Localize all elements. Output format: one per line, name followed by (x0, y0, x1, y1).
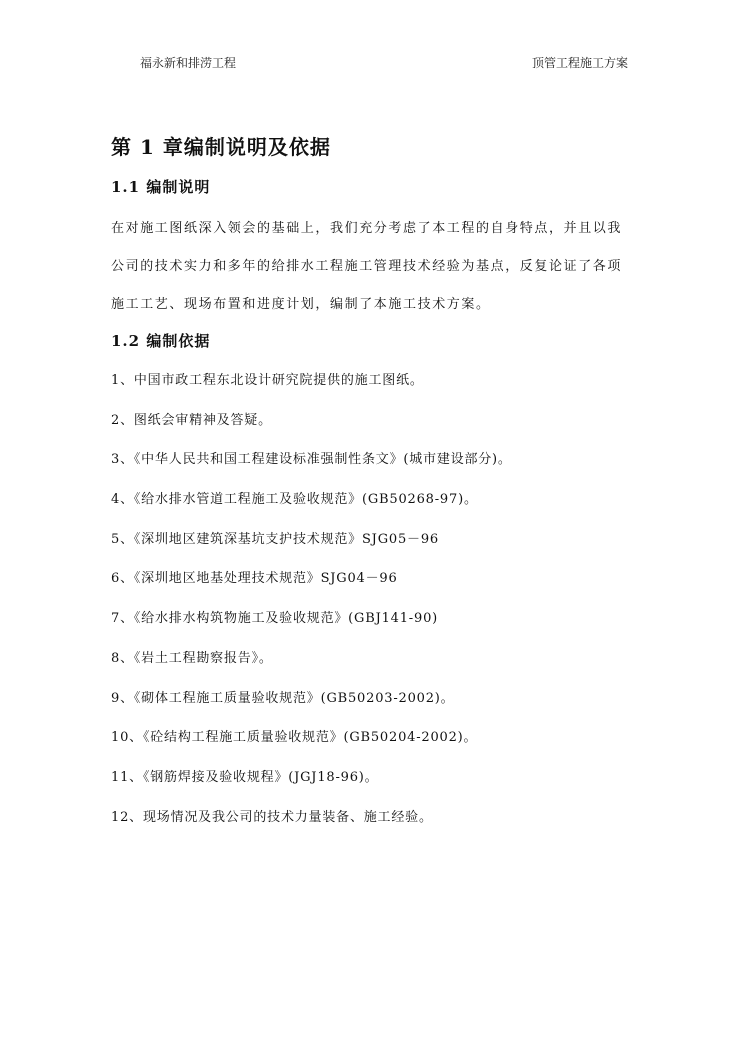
section-heading-compilation-basis: 1.2 编制依据 (111, 332, 211, 350)
header-project-name: 福永新和排涝工程 (140, 56, 237, 70)
list-item: 2、图纸会审精神及答疑。 (111, 412, 272, 428)
list-item: 12、现场情况及我公司的技术力量装备、施工经验。 (111, 809, 433, 825)
paragraph-line: 在对施工图纸深入领会的基础上，我们充分考虑了本工程的自身特点，并且以我 (111, 221, 623, 236)
list-item: 1、中国市政工程东北设计研究院提供的施工图纸。 (111, 373, 424, 388)
header-document-title: 顶管工程施工方案 (531, 56, 628, 70)
compilation-basis-list (111, 364, 651, 840)
list-item: 6、《深圳地区地基处理技术规范》SJG04－96 (111, 571, 398, 587)
paragraph-line: 施工工艺、现场布置和进度计划，编制了本施工技术方案。 (111, 297, 491, 312)
list-item: 8、《岩土工程勘察报告》。 (111, 650, 273, 666)
page-header (140, 55, 628, 71)
paragraph-line: 公司的技术实力和多年的给排水工程施工管理技术经验为基点，反复论证了各项 (111, 259, 623, 274)
list-item: 9、《砌体工程施工质量验收规范》(GB50203-2002)。 (111, 690, 455, 706)
list-item: 4、《给水排水管道工程施工及验收规范》(GB50268-97)。 (111, 492, 478, 508)
list-item: 10、《砼结构工程施工质量验收规范》(GB50204-2002)。 (111, 730, 478, 746)
chapter-title: 第 1 章编制说明及依据 (111, 135, 331, 159)
list-item: 5、《深圳地区建筑深基坑支护技术规范》SJG05－96 (111, 531, 439, 547)
list-item: 7、《给水排水构筑物施工及验收规范》(GBJ141-90) (111, 611, 439, 627)
list-item: 3、《中华人民共和国工程建设标准强制性条文》(城市建设部分)。 (111, 452, 512, 468)
compilation-notes-paragraph (111, 210, 639, 324)
list-item: 11、《钢筋焊接及验收规程》(JGJ18-96)。 (111, 769, 379, 785)
section-heading-compilation-notes: 1.1 编制说明 (111, 178, 211, 196)
